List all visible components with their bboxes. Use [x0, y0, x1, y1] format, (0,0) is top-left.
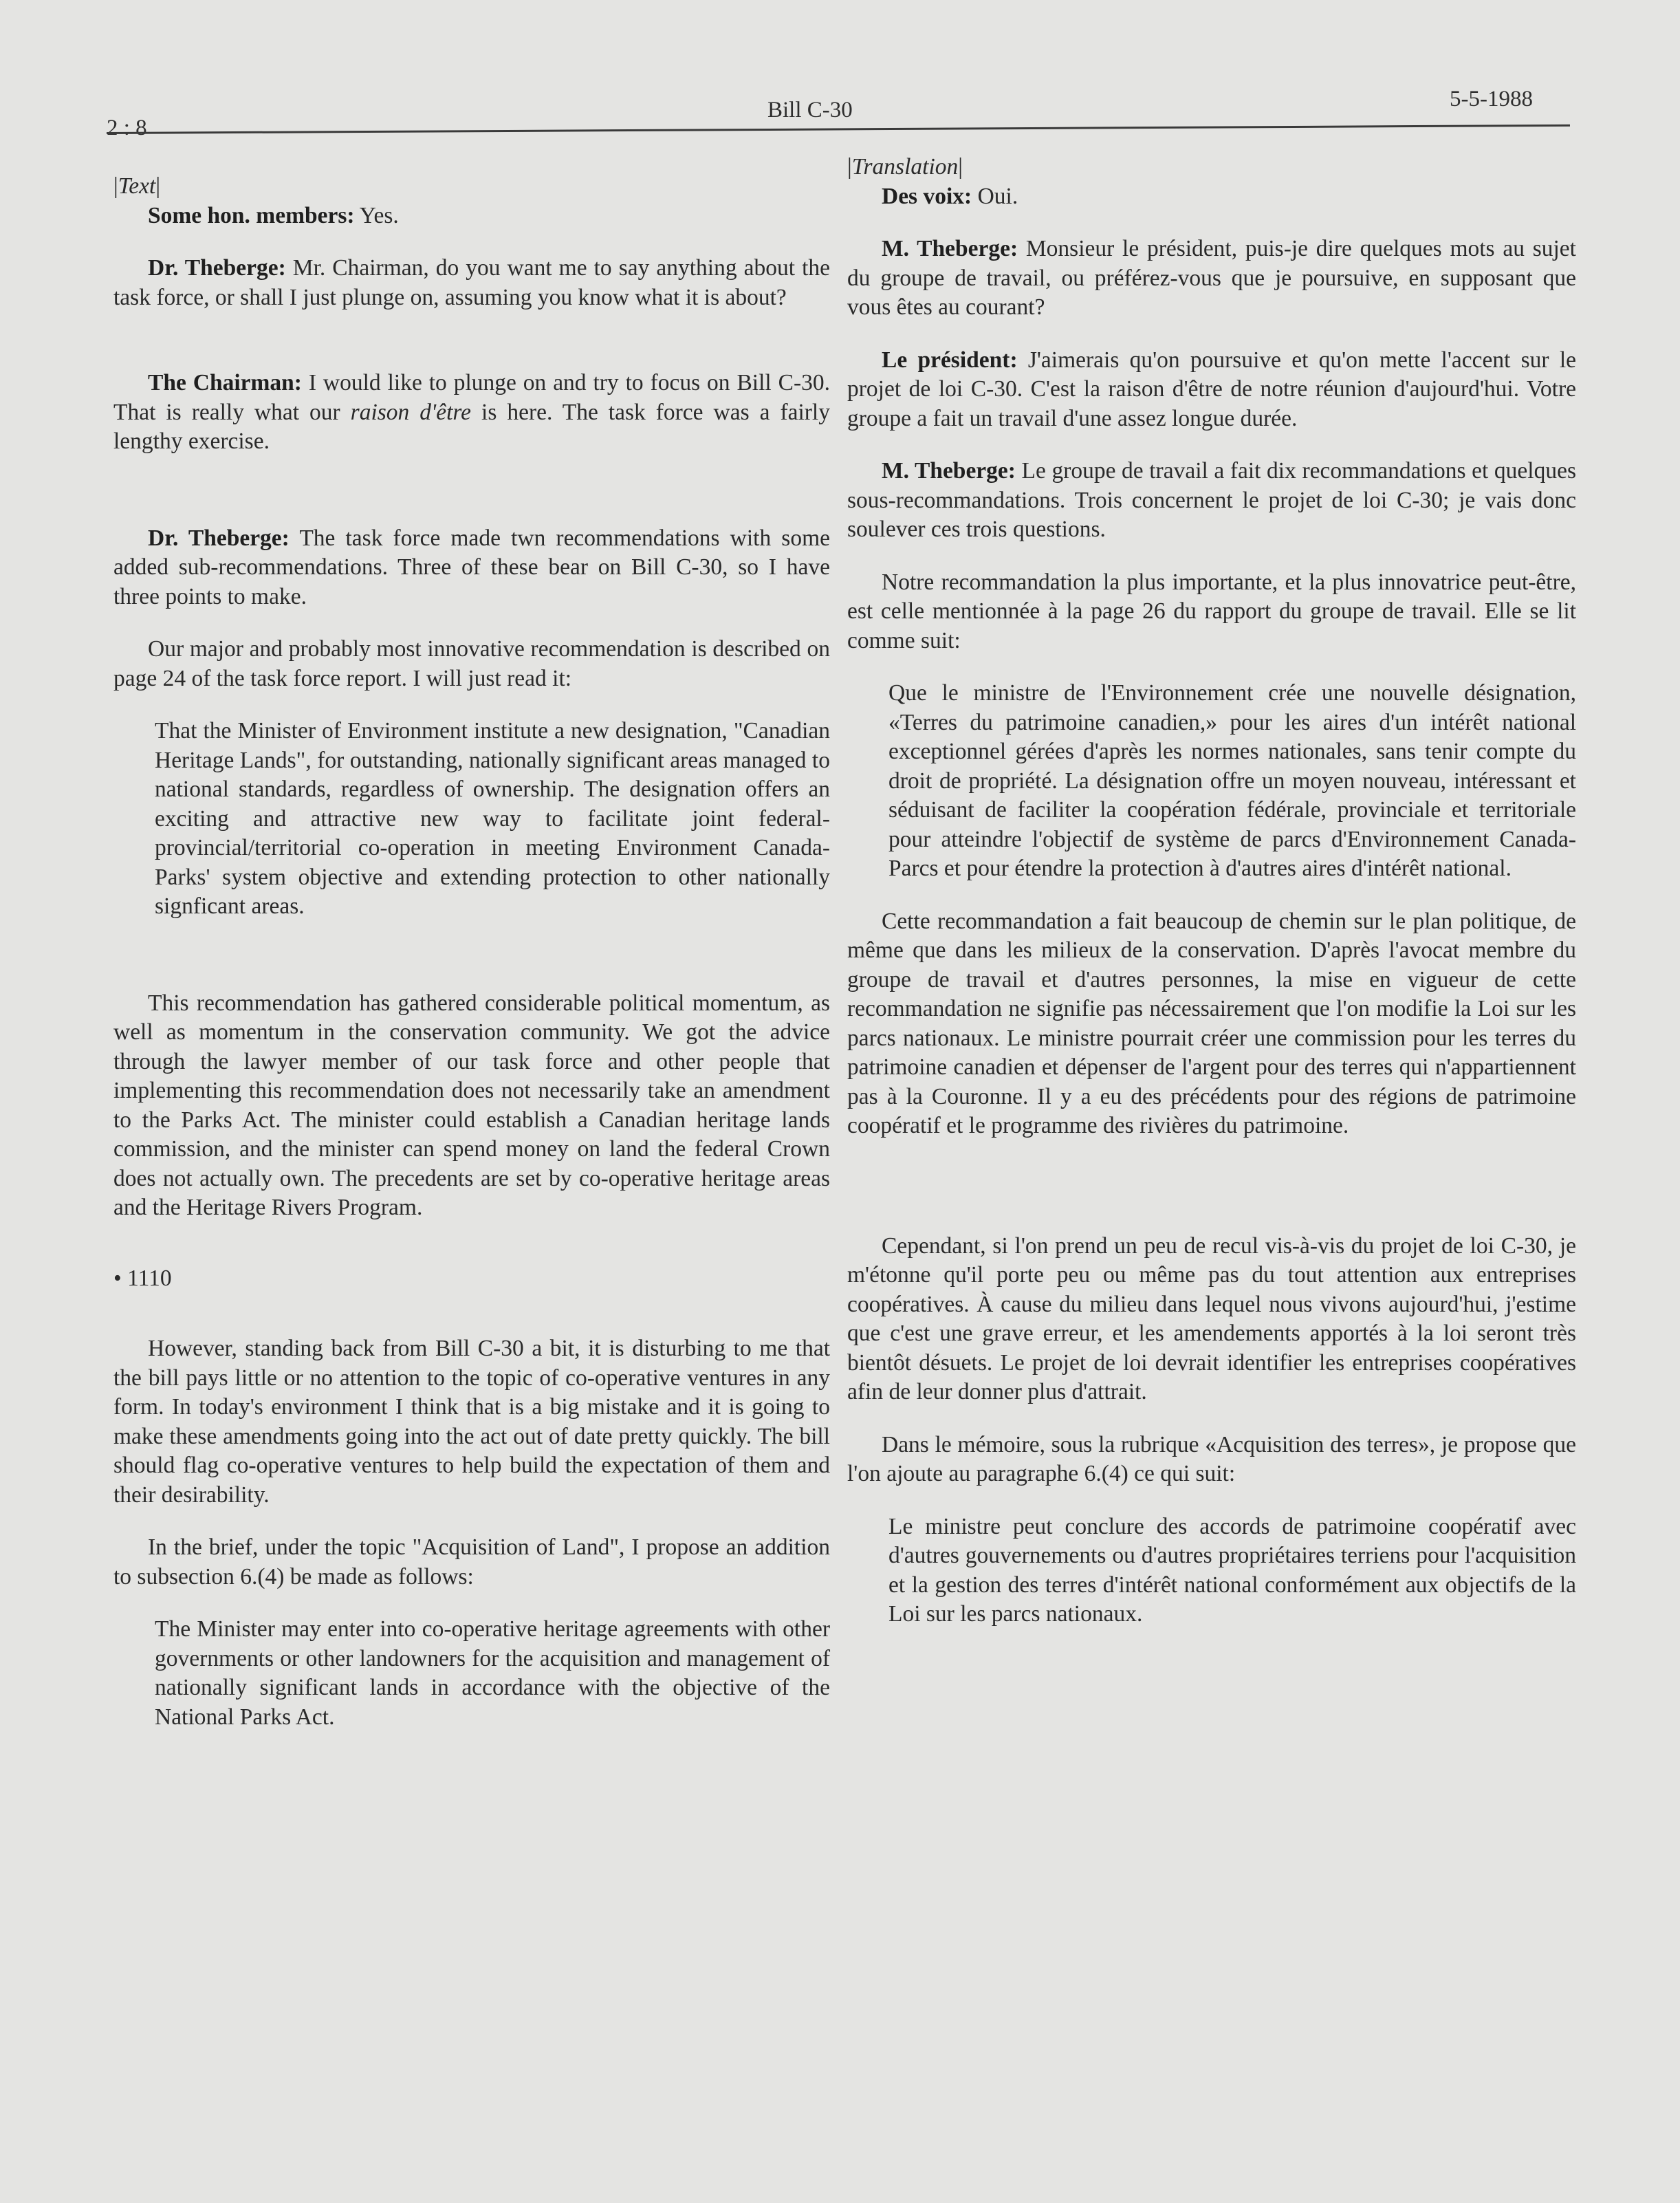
time-marker: • 1110: [113, 1265, 172, 1291]
page-number: 2 : 8: [107, 116, 147, 140]
speaker-name: M. Theberge:: [882, 458, 1016, 484]
paragraph: Dans le mémoire, sous la rubrique «Acquisition des terres», je propose que l'on ajoute au paragraphe 6.(4) ce qui suit:: [847, 1431, 1576, 1486]
paragraph: M. Theberge: Le groupe de travail a fait dix recommandations et quelques sous-recommandations. Trois concernent le projet de loi C-30; je vais donc soulever ces trois questions.: [847, 458, 1576, 542]
paragraph: Cette recommandation a fait beaucoup de chemin sur le plan politique, de même que dans les milieux de la conservation. D'après l'avocat membre du groupe de travail et d'autres personnes, la mise en vigueur de cette recommandation ne signifie pas nécessairement que l'on modifie la Loi sur les parcs nationaux. Le ministre pourrait créer une commission pour les terres du patrimoine canadien et dépenser de l'argent pour des terres qui n'appartiennent pas à la Couronne. Il y a eu des précédents pour des régions de patrimoine coopératif et le programme des rivières du patrimoine.: [847, 908, 1576, 1138]
translation-label: |Translation|: [847, 154, 963, 180]
paragraph: Dr. Theberge: Mr. Chairman, do you want me to say anything about the task force, or shall I just plunge on, assuming you know what it is about?: [113, 255, 830, 310]
paragraph: This recommendation has gathered considerable political momentum, as well as momentum in the conservation community. We got the advice through the lawyer member of our task force and other people that implementing this recommendation does not necessarily take an amendment to the Parks Act. The minister could establish a Canadian heritage lands commission, and the minister can spend money on land the federal Crown does not actually own. The precedents are set by co-operative heritage areas and the Heritage Rivers Program.: [113, 990, 830, 1220]
header-rule: [107, 124, 1570, 134]
speaker-name: The Chairman:: [148, 370, 302, 395]
paragraph: Dr. Theberge: The task force made twn recommendations with some added sub-recommendations. Three of these bear on Bill C-30, so I have three points to make.: [113, 525, 831, 609]
speaker-name: Some hon. members:: [148, 202, 355, 228]
text-label: |Text|: [113, 173, 161, 199]
french-column: [847, 153, 1576, 1629]
paragraph: Des voix: Oui.: [882, 183, 1018, 209]
paragraph: Notre recommandation la plus importante, et la plus innovatrice peut-être, est celle mentionnée à la page 26 du rapport du groupe de travail. Elle se lit comme suit:: [847, 569, 1576, 653]
paragraph: Cependant, si l'on prend un peu de recul vis-à-vis du projet de loi C-30, je m'étonne qu'il porte peu ou même pas du tout attention aux entreprises coopératives. À cause du milieu dans lequel nous vivons aujourd'hui, j'estime que c'est une grave erreur, et les amendements apportés à la loi seront très bientôt désuets. Le projet de loi devrait identifier les entreprises coopératives afin de leur donner plus d'attrait.: [847, 1233, 1576, 1404]
bill-title: Bill C-30: [767, 98, 853, 122]
paragraph: The Chairman: I would like to plunge on and try to focus on Bill C-30. That is really what our raison d'être is here. The task force was a fairly lengthy exercise.: [113, 370, 830, 454]
block-quote: Que le ministre de l'Environnement crée une nouvelle désignation, «Terres du patrimoine canadien,» pour les aires d'un intérêt national exceptionnel gérées d'après les normes nationales, sans tenir compte du droit de propriété. La désignation offre un moyen nouveau, intéressant et séduisant de faciliter la coopération fédérale, provinciale et territoriale pour atteindre l'objectif de système de parcs d'Environnement Canada-Parcs et pour étendre la protection à d'autres aires d'intérêt national.: [888, 680, 1576, 881]
block-quote: Le ministre peut conclure des accords de patrimoine coopératif avec d'autres gouvernements ou d'autres propriétaires terriens pour l'acquisition et la gestion des terres d'intérêt national conformément aux objectifs de la Loi sur les parcs nationaux.: [888, 1513, 1576, 1627]
sitting-date: 5-5-1988: [1450, 87, 1533, 111]
english-column: [113, 172, 830, 1732]
paragraph: Le président: J'aimerais qu'on poursuive et qu'on mette l'accent sur le projet de loi C-30. C'est la raison d'être de notre réunion d'aujourd'hui. Votre groupe a fait un travail d'une assez longue durée.: [847, 347, 1576, 431]
paragraph: Our major and probably most innovative recommendation is described on page 24 of the task force report. I will just read it:: [113, 636, 830, 691]
block-quote: That the Minister of Environment institute a new designation, "Canadian Heritage Lands", for outstanding, nationally significant areas managed to national standards, regardless of ownership. The designation offers an exciting and attractive new way to facilitate joint federal-provincial/territorial co-operation in meeting Environment Canada-Parks' system objective and extending protection to other nationally signficant areas.: [155, 718, 830, 919]
paragraph: Some hon. members: Yes.: [148, 202, 399, 228]
block-quote: The Minister may enter into co-operative heritage agreements with other governments or other landowners for the acquisition and management of nationally significant lands in accordance with the objective of the National Parks Act.: [155, 1616, 830, 1730]
paragraph: However, standing back from Bill C-30 a bit, it is disturbing to me that the bill pays little or no attention to the topic of co-operative ventures in any form. In today's environment I think that is a big mistake and it is going to make these amendments going into the act out of date pretty quickly. The bill should flag co-operative ventures to help build the expectation of them and their desirability.: [113, 1336, 830, 1508]
speaker-name: Dr. Theberge:: [148, 255, 286, 281]
speaker-name: Le président:: [882, 347, 1018, 373]
speaker-name: M. Theberge:: [882, 236, 1018, 261]
speaker-name: Des voix:: [882, 183, 972, 209]
speaker-name: Dr. Theberge:: [148, 525, 290, 551]
paragraph: In the brief, under the topic "Acquisition of Land", I propose an addition to subsection 6.(4) be made as follows:: [113, 1534, 830, 1589]
paragraph: M. Theberge: Monsieur le président, puis-je dire quelques mots au sujet du groupe de travail, ou préférez-vous que je poursuive, en supposant que vous êtes au courant?: [847, 236, 1576, 320]
